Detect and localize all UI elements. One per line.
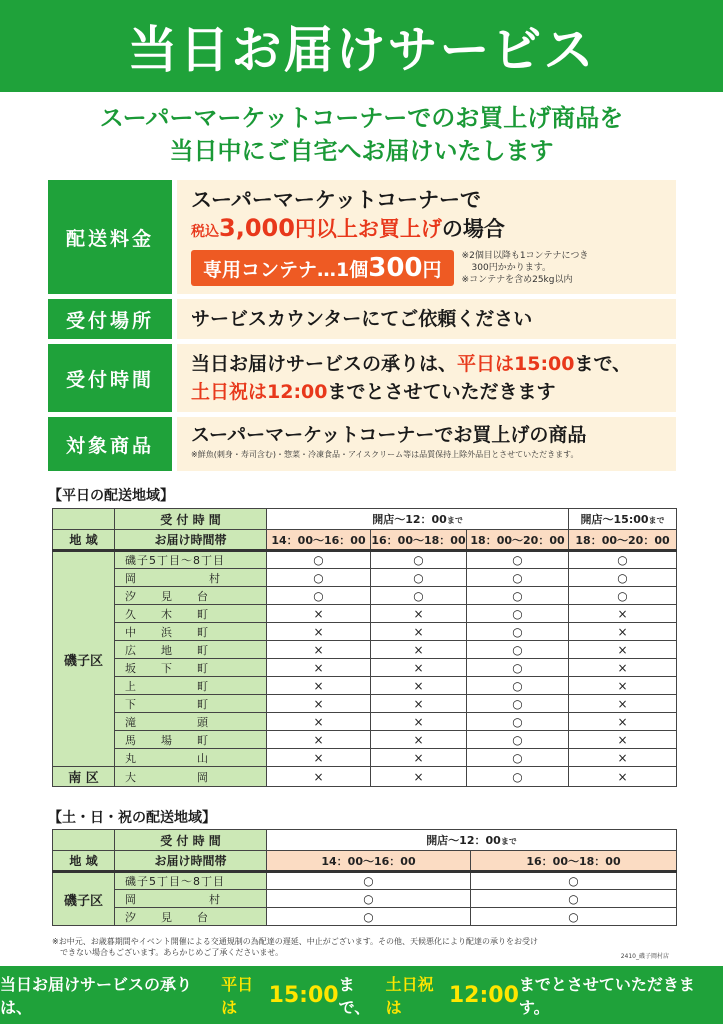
table-row: [53, 749, 677, 767]
weekday-opening-12-text: 開店〜12：00: [372, 513, 447, 526]
availability-mark: ×: [267, 731, 371, 749]
table-row: [53, 731, 677, 749]
products-label: 対象商品: [48, 417, 172, 471]
fee-line-2: [191, 214, 662, 246]
availability-mark: ○: [467, 695, 569, 713]
availability-mark: ○: [467, 569, 569, 587]
town-name: 久 木 町: [115, 605, 267, 623]
availability-mark: ×: [371, 713, 467, 731]
town-name: 汐 見 台: [115, 587, 267, 605]
footer-part-1: 当日お届けサービスの承りは、: [0, 975, 193, 1017]
container-yen: 円: [422, 259, 442, 281]
availability-mark: ○: [267, 569, 371, 587]
availability-mark: ○: [467, 587, 569, 605]
hours-line-2: [191, 378, 662, 406]
availability-mark: ×: [371, 605, 467, 623]
availability-mark: ×: [569, 659, 677, 677]
weekend-slot-label: お届け時間帯: [115, 851, 267, 872]
table-row: [53, 569, 677, 587]
town-name: 上 町: [115, 677, 267, 695]
container-unit: 1個: [336, 259, 369, 281]
page-title: 当日お届けサービス: [127, 21, 596, 79]
table-row: [53, 767, 677, 787]
fee-body: [177, 180, 676, 294]
table-row: [53, 605, 677, 623]
availability-mark: ×: [371, 659, 467, 677]
hours-block: [48, 344, 676, 412]
hours-part-3: までとさせていただきます: [327, 381, 556, 403]
weekday-opening-15-suffix: まで: [648, 516, 665, 525]
town-name: 広 地 町: [115, 641, 267, 659]
weekday-table: [52, 508, 677, 787]
fee-amount: 3,000: [219, 214, 295, 242]
availability-mark: ○: [467, 767, 569, 787]
table-row: [53, 551, 677, 569]
weekday-slot-1: 14：00〜16：00: [267, 530, 371, 551]
products-note: ※鮮魚(刺身・寿司含む)・惣菜・冷凍食品・アイスクリーム等は品質保持上除外品目とさせていただきます。: [191, 450, 579, 459]
fee-tax-prefix: 税込: [191, 224, 219, 240]
availability-mark: ○: [467, 713, 569, 731]
products-text: スーパーマーケットコーナーでお買上げの商品: [191, 424, 587, 446]
weekend-reception-label: 受 付 時 間: [115, 830, 267, 851]
availability-mark: ○: [371, 587, 467, 605]
weekend-slot-2: 16：00〜18：00: [471, 851, 677, 872]
header-banner: [0, 0, 723, 92]
hours-line-1: [191, 350, 662, 378]
weekday-heading: 【平日の配送地域】: [48, 488, 174, 504]
hours-body: [177, 344, 676, 412]
table-row: [53, 641, 677, 659]
town-name: 岡 村: [115, 890, 267, 908]
weekend-opening-12-text: 開店〜12：00: [426, 834, 501, 847]
weekend-heading: 【土・日・祝の配送地域】: [48, 810, 216, 826]
availability-mark: ○: [467, 623, 569, 641]
availability-mark: ○: [471, 872, 677, 890]
fee-note-3: ※コンテナを含め25kg以内: [461, 275, 573, 285]
availability-mark: ○: [467, 677, 569, 695]
weekday-opening-12: [267, 509, 569, 530]
reception-body: [177, 299, 676, 339]
footnote-line-1: ※お中元、お歳暮期間やイベント開催による交通規制の為配達の遅延、中止がございます。その他、天候悪化により配達の承りをお受け: [52, 937, 539, 946]
weekday-rows: [53, 551, 677, 787]
table-row: [53, 872, 677, 890]
availability-mark: ○: [569, 551, 677, 569]
availability-mark: ×: [569, 623, 677, 641]
subtitle: [0, 102, 723, 168]
weekend-table: [52, 829, 677, 926]
weekend-opening-12-suffix: まで: [500, 837, 517, 846]
footer-weekend-label: 土日祝は: [385, 975, 434, 1017]
weekday-area-label: 地 域: [53, 530, 115, 551]
availability-mark: ○: [467, 605, 569, 623]
availability-mark: ○: [371, 551, 467, 569]
footer-weekday-label: 平日は: [221, 975, 254, 1017]
town-name: 下 町: [115, 695, 267, 713]
availability-mark: ○: [569, 569, 677, 587]
fee-block: [48, 180, 676, 294]
availability-mark: ○: [267, 872, 471, 890]
availability-mark: ○: [371, 569, 467, 587]
availability-mark: ×: [267, 641, 371, 659]
footnote: [52, 936, 672, 958]
availability-mark: ×: [569, 749, 677, 767]
availability-mark: ×: [267, 623, 371, 641]
availability-mark: ○: [267, 587, 371, 605]
availability-mark: ×: [569, 605, 677, 623]
hours-label: 受付時間: [48, 344, 172, 412]
weekday-slot-2: 16：00〜18：00: [371, 530, 467, 551]
store-code: 2410_磯子岡村店: [620, 953, 669, 960]
weekday-slot-4: 18：00〜20：00: [569, 530, 677, 551]
town-name: 坂 下 町: [115, 659, 267, 677]
availability-mark: ×: [569, 641, 677, 659]
fee-row-3: [191, 250, 662, 286]
fee-amount-suffix: 円以上お買上げ: [294, 217, 442, 241]
hours-part-1: 当日お届けサービスの承りは、: [191, 353, 458, 375]
availability-mark: ○: [471, 908, 677, 926]
footnote-line-2: できない場合もございます。あらかじめご了承くださいませ。: [52, 948, 284, 957]
availability-mark: ×: [267, 749, 371, 767]
footer-part-2: まで、: [338, 975, 371, 1017]
table-row: [53, 587, 677, 605]
availability-mark: ○: [471, 890, 677, 908]
container-price: 300: [368, 253, 423, 283]
table-row: [53, 659, 677, 677]
container-price-badge: [191, 250, 454, 286]
weekday-corner: [53, 509, 115, 530]
footer-weekend-time: 12:00: [448, 982, 519, 1008]
weekend-rows: [53, 872, 677, 926]
fee-note-1: ※2個目以降も1コンテナにつき: [461, 251, 589, 261]
container-prefix: 専用コンテナ…: [203, 259, 337, 281]
availability-mark: ×: [569, 695, 677, 713]
weekday-reception-label: 受 付 時 間: [115, 509, 267, 530]
table-row: [53, 623, 677, 641]
availability-mark: ×: [569, 713, 677, 731]
ward-name: 磯子区: [53, 551, 115, 767]
products-block: [48, 417, 676, 471]
availability-mark: ×: [267, 767, 371, 787]
town-name: 馬 場 町: [115, 731, 267, 749]
weekday-opening-15-text: 開店〜15:00: [580, 513, 649, 526]
availability-mark: ×: [267, 605, 371, 623]
availability-mark: ○: [467, 749, 569, 767]
subtitle-line-1: スーパーマーケットコーナーでのお買上げ商品を: [99, 104, 624, 132]
reception-text: サービスカウンターにてご依頼ください: [191, 308, 533, 330]
town-name: 磯子5丁目〜8丁目: [115, 872, 267, 890]
fee-line-1: スーパーマーケットコーナーで: [191, 188, 482, 212]
products-body: [177, 417, 676, 471]
footer-part-3: までとさせていただきます。: [518, 975, 695, 1017]
weekend-slot-1: 14：00〜16：00: [267, 851, 471, 872]
availability-mark: ○: [267, 551, 371, 569]
availability-mark: ×: [371, 677, 467, 695]
availability-mark: ○: [467, 641, 569, 659]
weekday-slot-3: 18：00〜20：00: [467, 530, 569, 551]
availability-mark: ○: [569, 587, 677, 605]
table-row: [53, 908, 677, 926]
availability-mark: ×: [371, 623, 467, 641]
footer-banner: [0, 966, 723, 1024]
town-name: 大 岡: [115, 767, 267, 787]
fee-note-2: 300円かかります。: [471, 263, 552, 273]
fee-condition-suffix: の場合: [441, 217, 505, 241]
town-name: 岡 村: [115, 569, 267, 587]
town-name: 汐 見 台: [115, 908, 267, 926]
weekend-area-label: 地 域: [53, 851, 115, 872]
weekday-opening-15: [569, 509, 677, 530]
table-row: [53, 713, 677, 731]
town-name: 中 浜 町: [115, 623, 267, 641]
availability-mark: ○: [267, 890, 471, 908]
weekend-opening-12: [267, 830, 677, 851]
table-row: [53, 695, 677, 713]
availability-mark: ×: [267, 713, 371, 731]
availability-mark: ×: [267, 659, 371, 677]
hours-part-2: まで、: [574, 353, 632, 375]
town-name: 磯子5丁目〜8丁目: [115, 551, 267, 569]
availability-mark: ×: [569, 677, 677, 695]
availability-mark: ×: [569, 767, 677, 787]
availability-mark: ○: [467, 551, 569, 569]
fee-label: 配送料金: [48, 180, 172, 294]
hours-weekend: 土日祝は12:00: [191, 381, 328, 403]
availability-mark: ×: [371, 641, 467, 659]
availability-mark: ×: [267, 677, 371, 695]
availability-mark: ×: [371, 695, 467, 713]
reception-block: [48, 299, 676, 339]
availability-mark: ○: [267, 908, 471, 926]
town-name: 丸 山: [115, 749, 267, 767]
subtitle-line-2: 当日中にご自宅へお届けいたします: [169, 137, 554, 165]
hours-weekday: 平日は15:00: [457, 353, 575, 375]
weekday-opening-12-suffix: まで: [446, 516, 463, 525]
ward-name: 磯子区: [53, 872, 115, 926]
availability-mark: ○: [467, 731, 569, 749]
availability-mark: ×: [371, 749, 467, 767]
ward-name: 南 区: [53, 767, 115, 787]
availability-mark: ×: [371, 731, 467, 749]
weekday-slot-label: お届け時間帯: [115, 530, 267, 551]
fee-notes: [462, 250, 589, 286]
footer-weekday-time: 15:00: [268, 982, 339, 1008]
weekend-corner: [53, 830, 115, 851]
table-row: [53, 890, 677, 908]
availability-mark: ×: [569, 731, 677, 749]
availability-mark: ○: [467, 659, 569, 677]
availability-mark: ×: [371, 767, 467, 787]
town-name: 滝 頭: [115, 713, 267, 731]
table-row: [53, 677, 677, 695]
availability-mark: ×: [267, 695, 371, 713]
reception-label: 受付場所: [48, 299, 172, 339]
